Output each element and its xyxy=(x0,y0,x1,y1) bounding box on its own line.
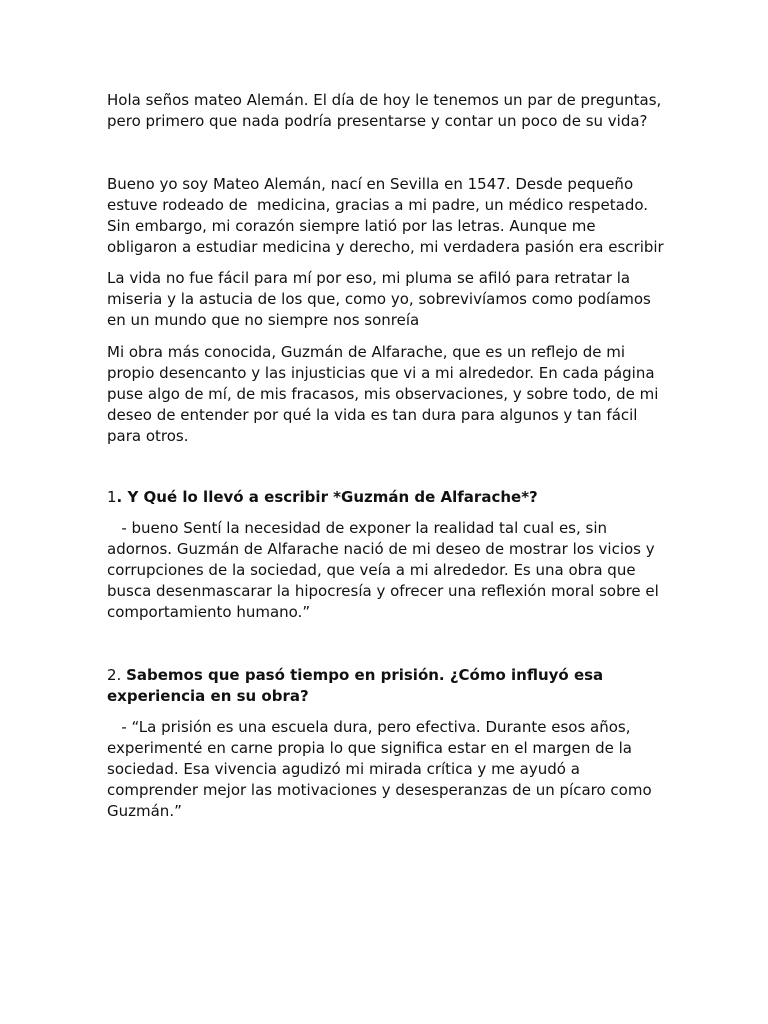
answer-1: - bueno Sentí la necesidad de exponer la realidad tal cual es, sin adornos. Guzmán de Alfarache nació de mi deseo de mostrar los vicios y corrupciones de la sociedad, que veía a mi alrededor. Es una obra que busca desenmascarar la hipocresía y ofrecer una reflexión moral sobre el comportamiento humano.” xyxy=(107,519,664,621)
biography-paragraph-1: Bueno yo soy Mateo Alemán, nací en Sevilla en 1547. Desde pequeño estuve rodeado de medicina, gracias a mi padre, un médico respetado. Sin embargo, mi corazón siempre latió por las letras. Aunque me obligaron a estudiar medicina y derecho, mi verdadera pasión era escribir xyxy=(107,175,664,256)
question-2-number: 2. xyxy=(107,666,127,684)
answer-2: - “La prisión es una escuela dura, pero efectiva. Durante esos años, experimenté en carne propia lo que significa estar en el margen de la sociedad. Esa vivencia agudizó mi mirada crítica y me ayudó a comprender mejor las motivaciones y desesperanzas de un pícaro como Guzmán.” xyxy=(107,718,657,820)
question-1 xyxy=(107,487,667,508)
question-2-text: Sabemos que pasó tiempo en prisión. ¿Cómo influyó esa experiencia en su obra? xyxy=(107,666,609,705)
document-page xyxy=(107,90,667,822)
intro-question: Hola seños mateo Alemán. El día de hoy le tenemos un par de preguntas, pero primero que nada podría presentarse y contar un poco de su vida? xyxy=(107,91,667,130)
biography-paragraph-3: Mi obra más conocida, Guzmán de Alfarache, que es un reflejo de mi propio desencanto y las injusticias que vi a mi alrededor. En cada página puse algo de mí, de mis fracasos, mis observaciones, y sobre todo, de mi deseo de entender por qué la vida es tan dura para algunos y tan fácil para otros. xyxy=(107,343,664,445)
question-1-text: . Y Qué lo llevó a escribir *Guzmán de Alfarache*? xyxy=(116,488,538,506)
question-1-number: 1 xyxy=(107,488,117,506)
question-2 xyxy=(107,665,667,707)
biography-paragraph-2: La vida no fue fácil para mí por eso, mi pluma se afiló para retratar la miseria y la astucia de los que, como yo, sobrevivíamos como podíamos en un mundo que no siempre nos sonreía xyxy=(107,269,656,329)
